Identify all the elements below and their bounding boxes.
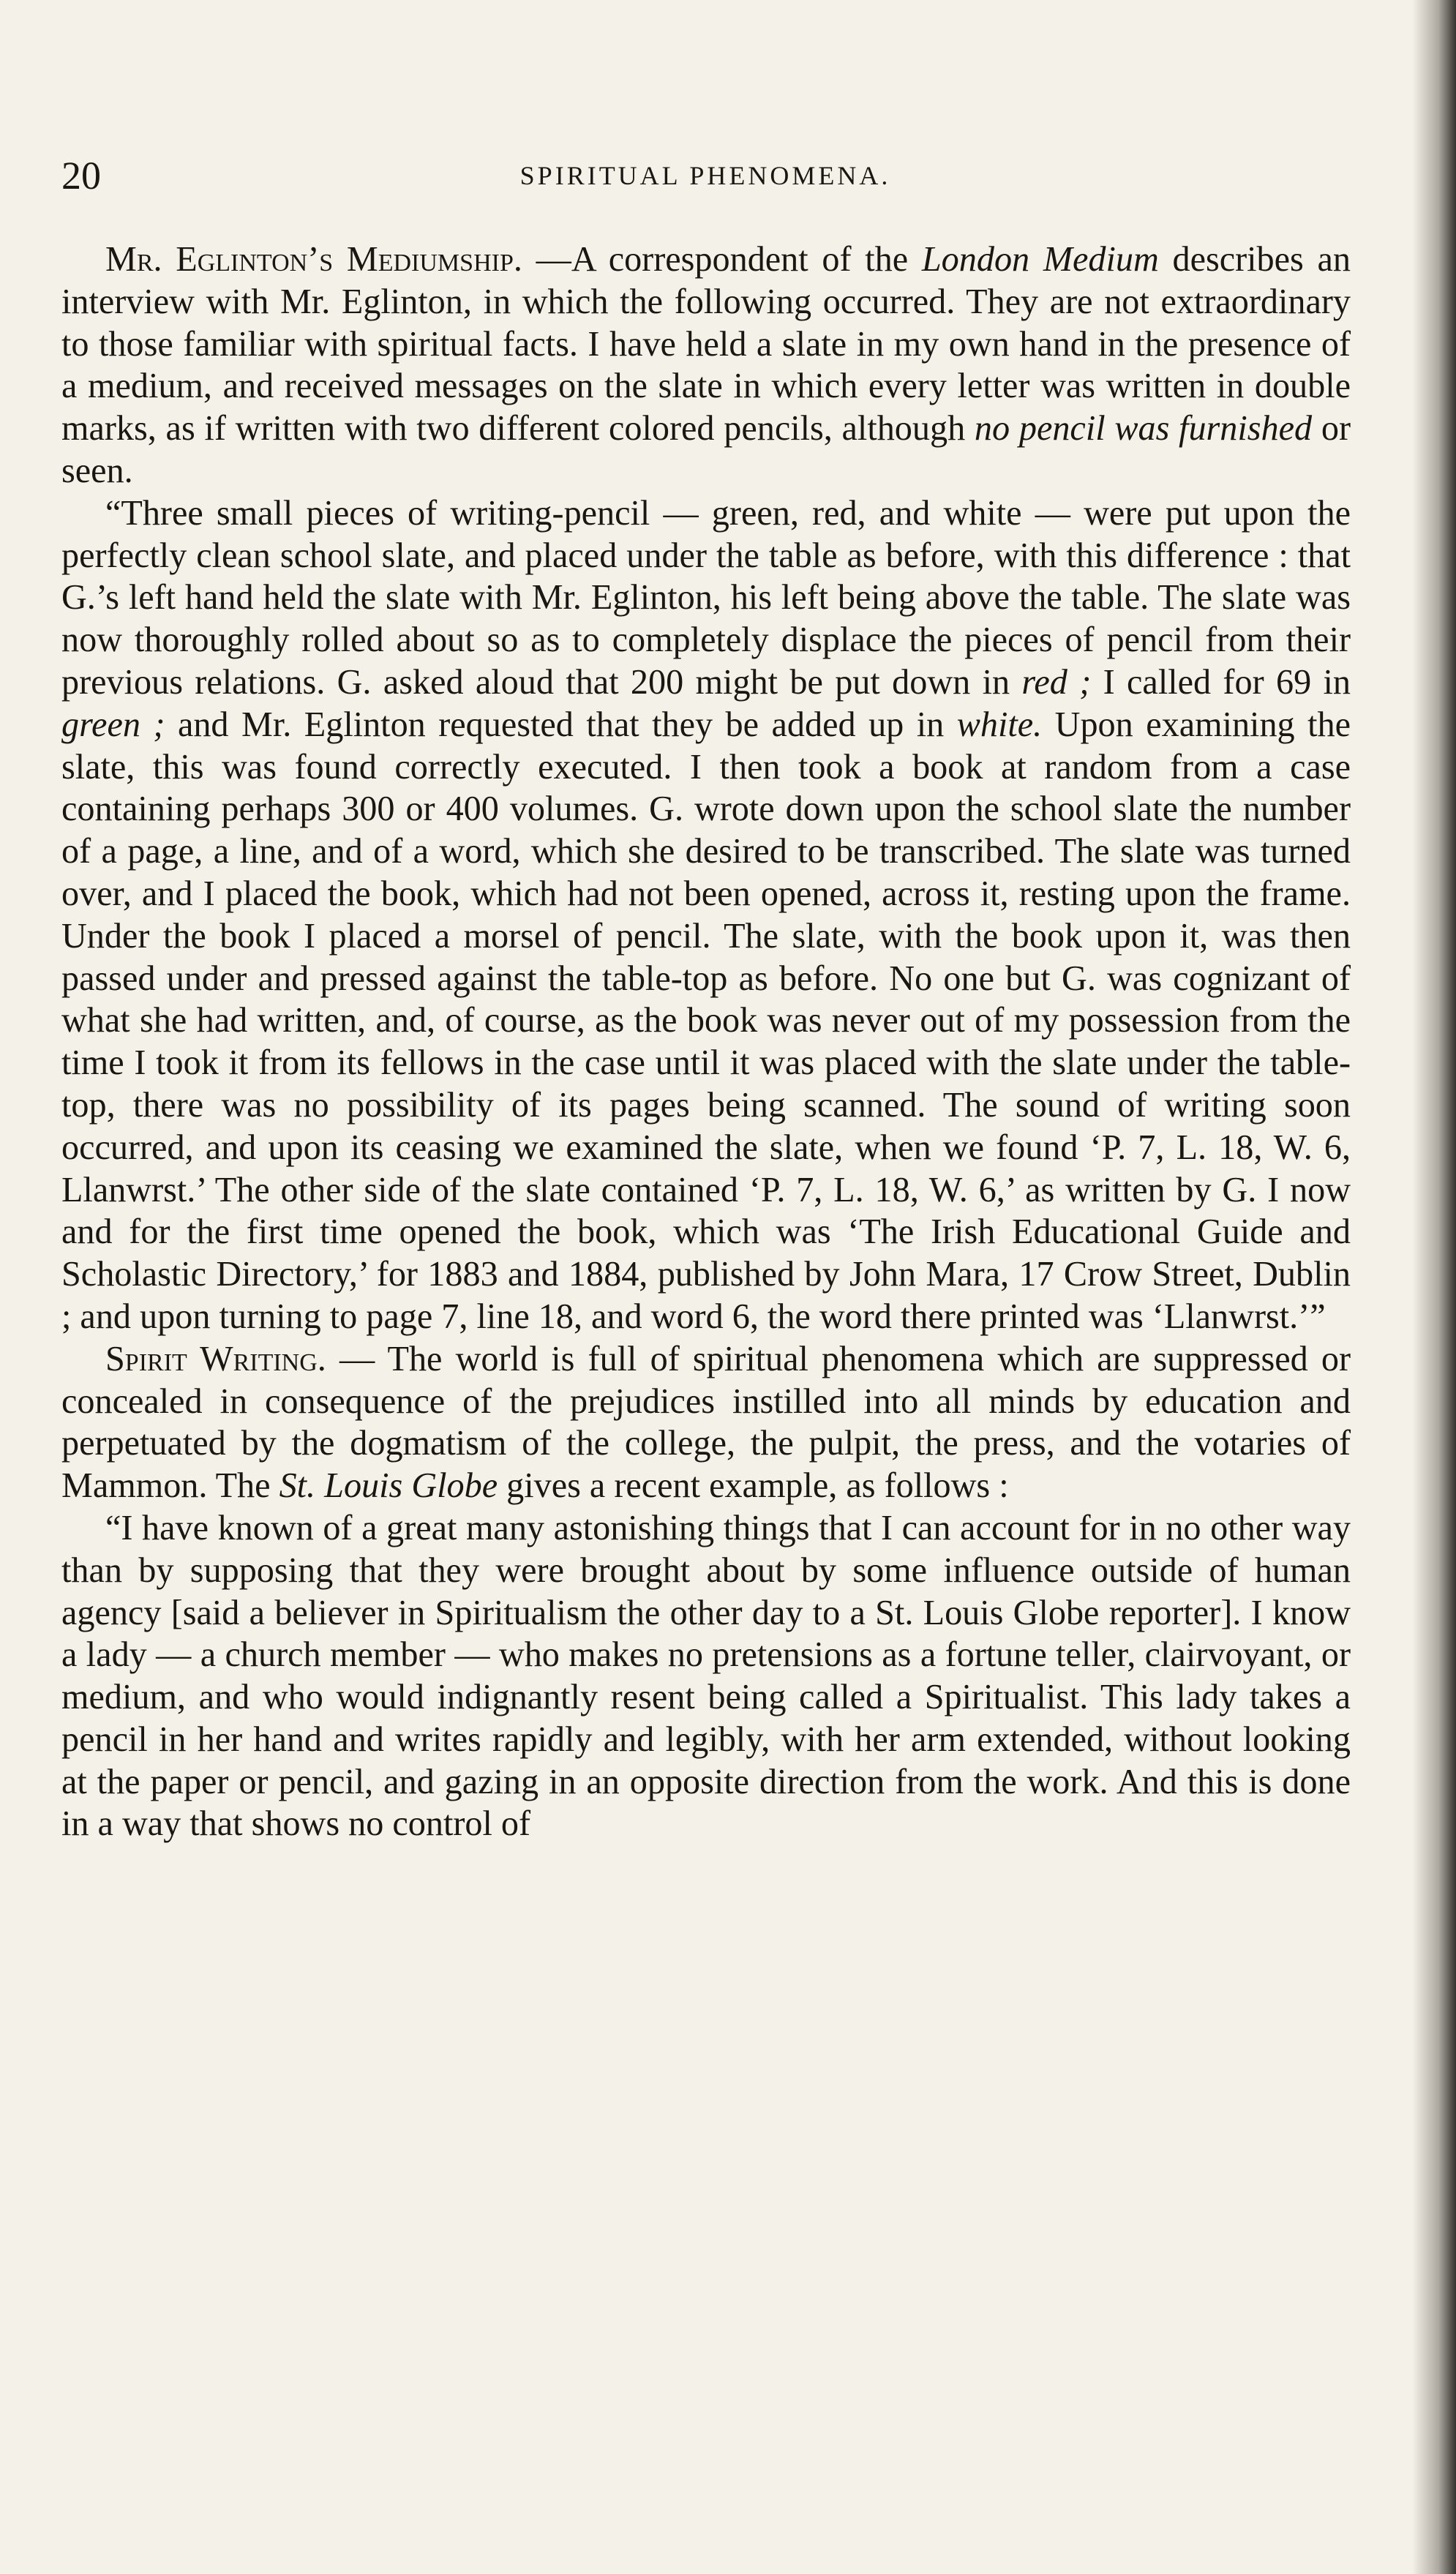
paragraph-eglinton-mediumship bbox=[61, 239, 1351, 492]
italic-text-run: green ; bbox=[61, 705, 165, 744]
paragraph-spirit-writing bbox=[61, 1338, 1351, 1507]
text-run: describes an interview with Mr. Eglinton, in which the following occurred. They are not extraordinary to those familiar with spiritual facts. I have held a slate in my own hand in the presence of a medium, and received messages on the slate in which every letter was written in double marks, as if written with two different colored pencils, although bbox=[61, 240, 1351, 449]
paragraph-globe-quote bbox=[61, 1507, 1351, 1845]
section-lead-eglinton: Mr. Eglinton’s Mediumship. bbox=[105, 240, 522, 279]
page-number: 20 bbox=[61, 154, 101, 198]
italic-text-run: London Medium bbox=[921, 240, 1159, 279]
page-header bbox=[61, 146, 1349, 205]
running-title: SPIRITUAL PHENOMENA. bbox=[519, 161, 891, 190]
italic-text-run: red ; bbox=[1021, 662, 1092, 702]
text-run: or seen. bbox=[61, 409, 1351, 490]
text-run: gives a recent example, as follows : bbox=[498, 1466, 1009, 1506]
italic-text-run: white. bbox=[956, 705, 1043, 744]
paragraph-text bbox=[61, 494, 1351, 1336]
text-run: and Mr. Eglinton requested that they be added up in bbox=[165, 705, 957, 744]
text-run: I called for 69 in bbox=[1091, 662, 1351, 702]
body-text bbox=[61, 239, 1351, 1845]
italic-text-run: St. Louis Globe bbox=[279, 1466, 498, 1506]
text-run: — The world is full of spiritual phenomena which are suppressed or concealed in consequence of the prejudices instilled into all minds by education and perpetuated by the dogmatism of the college, the pulpit, the press, and the votaries of Mammon. The bbox=[61, 1339, 1351, 1506]
italic-text-run: no pencil was furnished bbox=[974, 409, 1313, 449]
text-run: Upon examining the slate, this was found correctly executed. I then took a book at random from a case containing perhaps 300 or 400 volumes. G. wrote down upon the school slate the number of a page, a line, and of a word, which she desired to be transcribed. The slate was turned over, and I placed the book, which had not been opened, across it, resting upon the frame. Under the book I placed a morsel of pencil. The slate, with the book upon it, was then passed under and pressed against the table-top as before. No one but G. was cognizant of what she had written, and, of course, as the book was never out of my possession from the time I took it from its fellows in the case until it was placed with the slate under the table-top, there was no possibility of its pages being scanned. The sound of writing soon occurred, and upon its ceasing we examined the slate, when we found ‘P. 7, L. 18, W. 6, Llanwrst.’ The other side of the slate contained ‘P. 7, L. 18, W. 6,’ as written by G. I now and for the first time opened the book, which was ‘The Irish Educational Guide and Scholastic Directory,’ for 1883 and 1884, published by John Mara, 17 Crow Street, Dublin ; and upon turning to page 7, line 18, and word 6, the word there printed was ‘Llanwrst.’” bbox=[61, 705, 1351, 1336]
section-lead-spirit-writing: Spirit Writing. bbox=[105, 1339, 326, 1378]
paragraph-slate-experiment bbox=[61, 492, 1351, 1338]
page-edge-shadow bbox=[1412, 0, 1456, 2574]
text-run: “Three small pieces of writing-pencil — green, red, and white — were put upon the perfectly clean school slate, and placed under the table as before, with this difference : that G.’s left hand held the slate with Mr. Eglinton, his left being above the table. The slate was now thoroughly rolled about so as to completely displace the pieces of pencil from their previous relations. G. asked aloud that 200 might be put down in bbox=[61, 493, 1351, 702]
paragraph-text bbox=[61, 1509, 1351, 1844]
text-run: “I have known of a great many astonishing things that I can account for in no other way than by supposing that they were brought about by some influence outside of human agency [said a believer in Spiritualism the other day to a St. Louis Globe reporter]. I know a lady — a church member — who makes no pretensions as a fortune teller, clairvoyant, or medium, and who would indignantly resent being called a Spiritualist. This lady takes a pencil in her hand and writes rapidly and legibly, with her arm extended, without looking at the paper or pencil, and gazing in an opposite direction from the work. And this is done in a way that shows no control of bbox=[61, 1508, 1351, 1844]
text-run: —A correspondent of the bbox=[536, 240, 922, 279]
